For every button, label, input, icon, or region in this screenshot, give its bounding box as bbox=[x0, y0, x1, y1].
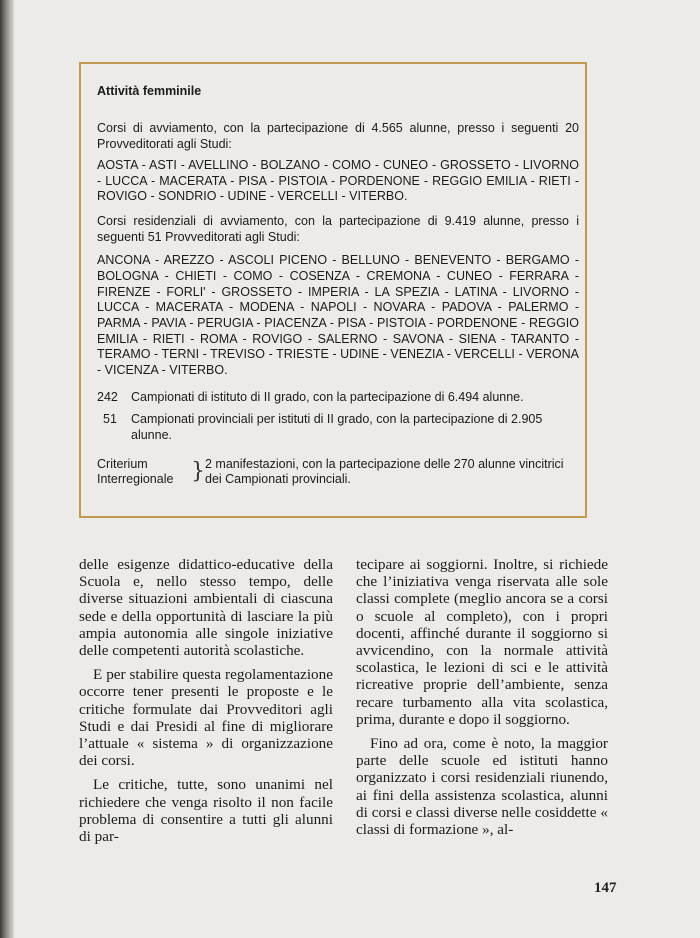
stat-number: 51 bbox=[103, 411, 117, 426]
corsi-residenziali-intro: Corsi residenziali di avviamento, con la partecipazione di 9.419 alunne, presso i seguenti 51 Provveditorati agli Studi: bbox=[97, 214, 579, 245]
criterium-label-line1: Criterium bbox=[97, 456, 148, 471]
criterium-label-line2: Interregionale bbox=[97, 472, 174, 487]
left-column bbox=[79, 556, 333, 845]
left-paragraph-3: Le critiche, tutte, sono unanimi nel richiedere che venga risolto il non facile problema di consentire a tutti gli alunni di par- bbox=[79, 776, 333, 846]
left-paragraph-2: E per stabilire questa regolamentazione occorre tener presenti le proposte e le critiche formulate dai Provveditori agli Studi e dai Presidi al fine di migliorare l’attuale « sistema » di organizzazione dei corsi. bbox=[79, 666, 333, 770]
brace-icon: } bbox=[191, 458, 205, 484]
corsi-avviamento-intro: Corsi di avviamento, con la partecipazione di 4.565 alunne, presso i seguenti 20 Provveditorati agli Studi: bbox=[97, 121, 579, 151]
right-paragraph-1: tecipare ai soggiorni. Inoltre, si richiede che l’iniziativa venga riservata alle sole classi complete (meglio ancora se a corsi o scuole al completo), con i propri docenti, affinché durante il soggiorno si avvicendino, con la normale attività scolastica, le lezioni di sci e le attività ricreative proprie dell’ambiente, senza recare turbamento alla vita scolastica, prima, durante e dopo il soggiorno. bbox=[356, 556, 608, 728]
box-title: Attività femminile bbox=[97, 84, 202, 98]
stat-campionati-istituto bbox=[97, 389, 579, 405]
stat-number: 242 bbox=[97, 389, 118, 404]
right-paragraph-2: Fino ad ora, come è noto, la maggior parte delle scuole ed istituti hanno organizzato i corsi residenziali riunendo, ai fini della assistenza scolastica, alunni di corsi e classi diverse nelle cosiddette « classi di formazione », al- bbox=[356, 735, 608, 839]
corsi-avviamento-list: AOSTA - ASTI - AVELLINO - BOLZANO - COMO - CUNEO - GROSSETO - LIVORNO - LUCCA - MACERATA - PISA - PISTOIA - PORDENONE - REGGIO EMILIA - RIETI - ROVIGO - SONDRIO - UDINE - VERCELLI - VITERBO. bbox=[97, 158, 579, 204]
stat-text: Campionati di istituto di II grado, con la partecipazione di 6.494 alunne. bbox=[131, 389, 524, 404]
right-column bbox=[356, 556, 608, 838]
left-paragraph-1: delle esigenze didattico-educative della Scuola e, nello stesso tempo, delle diverse situazioni ambientali di ciascuna sede e della opportunità di lasciare la più ampia autonomia alle singole iniziative delle competenti autorità scolastiche. bbox=[79, 556, 333, 660]
criterium-row bbox=[97, 457, 579, 488]
corsi-residenziali-list: ANCONA - AREZZO - ASCOLI PICENO - BELLUNO - BENEVENTO - BERGAMO - BOLOGNA - CHIETI - COMO - COSENZA - CREMONA - CUNEO - FERRARA - FIRENZE - FORLI' - GROSSETO - IMPERIA - LA SPEZIA - LATINA - LIVORNO - LUCCA - MACERATA - MODENA - NAPOLI - NOVARA - PADOVA - PALERMO - PARMA - PAVIA - PERUGIA - PIACENZA - PISA - PISTOIA - PORDENONE - REGGIO EMILIA - RIETI - ROMA - ROVIGO - SALERNO - SAVONA - SIENA - TARANTO - TERAMO - TERNI - TREVISO - TRIESTE - UDINE - VENEZIA - VERCELLI - VERONA - VICENZA - VITERBO. bbox=[97, 253, 579, 378]
stat-text: Campionati provinciali per istituti di II grado, con la partecipazione di 2.905 alunne. bbox=[131, 411, 543, 442]
criterium-text: 2 manifestazioni, con la partecipazione delle 270 alunne vincitrici dei Campionati provinciali. bbox=[205, 456, 564, 487]
stat-campionati-provinciali bbox=[97, 411, 579, 443]
criterium-label bbox=[97, 457, 191, 488]
attivita-femminile-box bbox=[79, 62, 587, 518]
book-binding-shadow bbox=[0, 0, 14, 938]
page-number: 147 bbox=[594, 880, 617, 896]
